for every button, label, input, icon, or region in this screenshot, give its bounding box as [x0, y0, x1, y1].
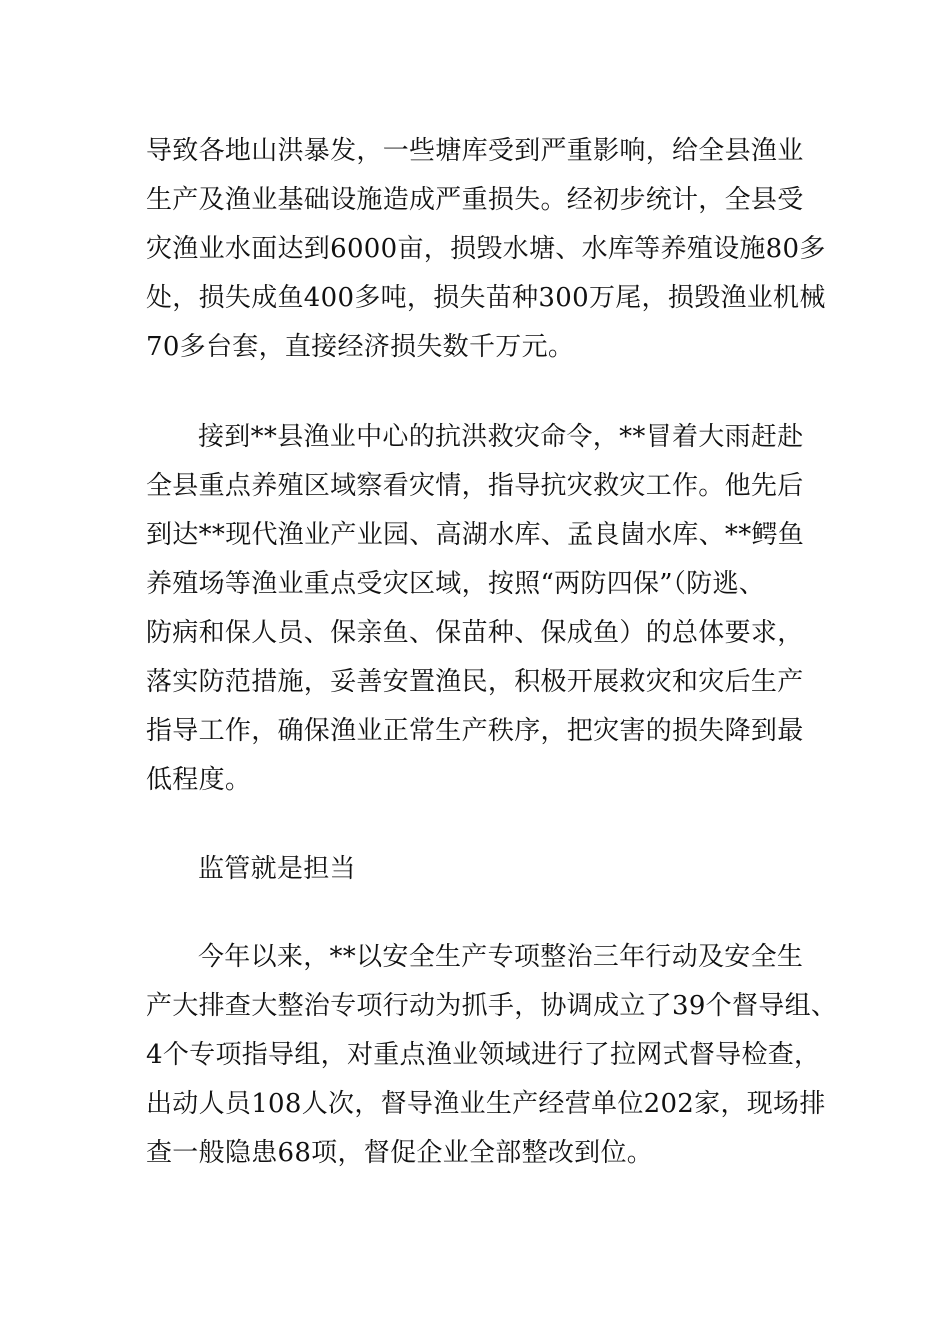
text-line: 落实防范措施，妥善安置渔民，积极开展救灾和灾后生产 — [146, 667, 804, 697]
text-line: 到达**现代渔业产业园、高湖水库、孟良崮水库、**鳄鱼 — [146, 520, 805, 550]
text-line: 4个专项指导组，对重点渔业领域进行了拉网式督导检查， — [146, 1040, 821, 1070]
text-line: 查一般隐患68项，督促企业全部整改到位。 — [146, 1138, 654, 1168]
text-line: 灾渔业水面达到6000亩，损毁水塘、水库等养殖设施80多 — [146, 234, 826, 264]
section-heading — [146, 845, 816, 894]
text-line: 全县重点养殖区域察看灾情，指导抗灾救灾工作。他先后 — [146, 471, 804, 501]
text-line: 今年以来，**以安全生产专项整治三年行动及安全生 — [198, 942, 804, 972]
text-line: 生产及渔业基础设施造成严重损失。经初步统计，全县受 — [146, 185, 804, 215]
text-line: 70多台套，直接经济损失数千万元。 — [146, 332, 575, 362]
paragraph-disaster-relief — [146, 413, 816, 805]
text-line: 产大排查大整治专项行动为抓手，协调成立了39个督导组、 — [146, 991, 838, 1021]
text-line: 低程度。 — [146, 765, 252, 795]
paragraph-supervision — [146, 933, 838, 1178]
paragraph-flood-losses — [146, 127, 826, 372]
heading-text: 监管就是担当 — [198, 854, 356, 884]
text-line: 接到**县渔业中心的抗洪救灾命令，**冒着大雨赶赴 — [198, 422, 804, 452]
text-line: 处，损失成鱼400多吨，损失苗种300万尾，损毁渔业机械 — [146, 283, 826, 313]
text-line: 导致各地山洪暴发，一些塘库受到严重影响，给全县渔业 — [146, 136, 804, 166]
text-line: 防病和保人员、保亲鱼、保苗种、保成鱼）的总体要求， — [146, 618, 804, 648]
text-line: 养殖场等渔业重点受灾区域，按照“两防四保”（防逃、 — [146, 569, 766, 599]
text-line: 指导工作，确保渔业正常生产秩序，把灾害的损失降到最 — [146, 716, 804, 746]
text-line: 出动人员108人次，督导渔业生产经营单位202家，现场排 — [146, 1089, 826, 1119]
